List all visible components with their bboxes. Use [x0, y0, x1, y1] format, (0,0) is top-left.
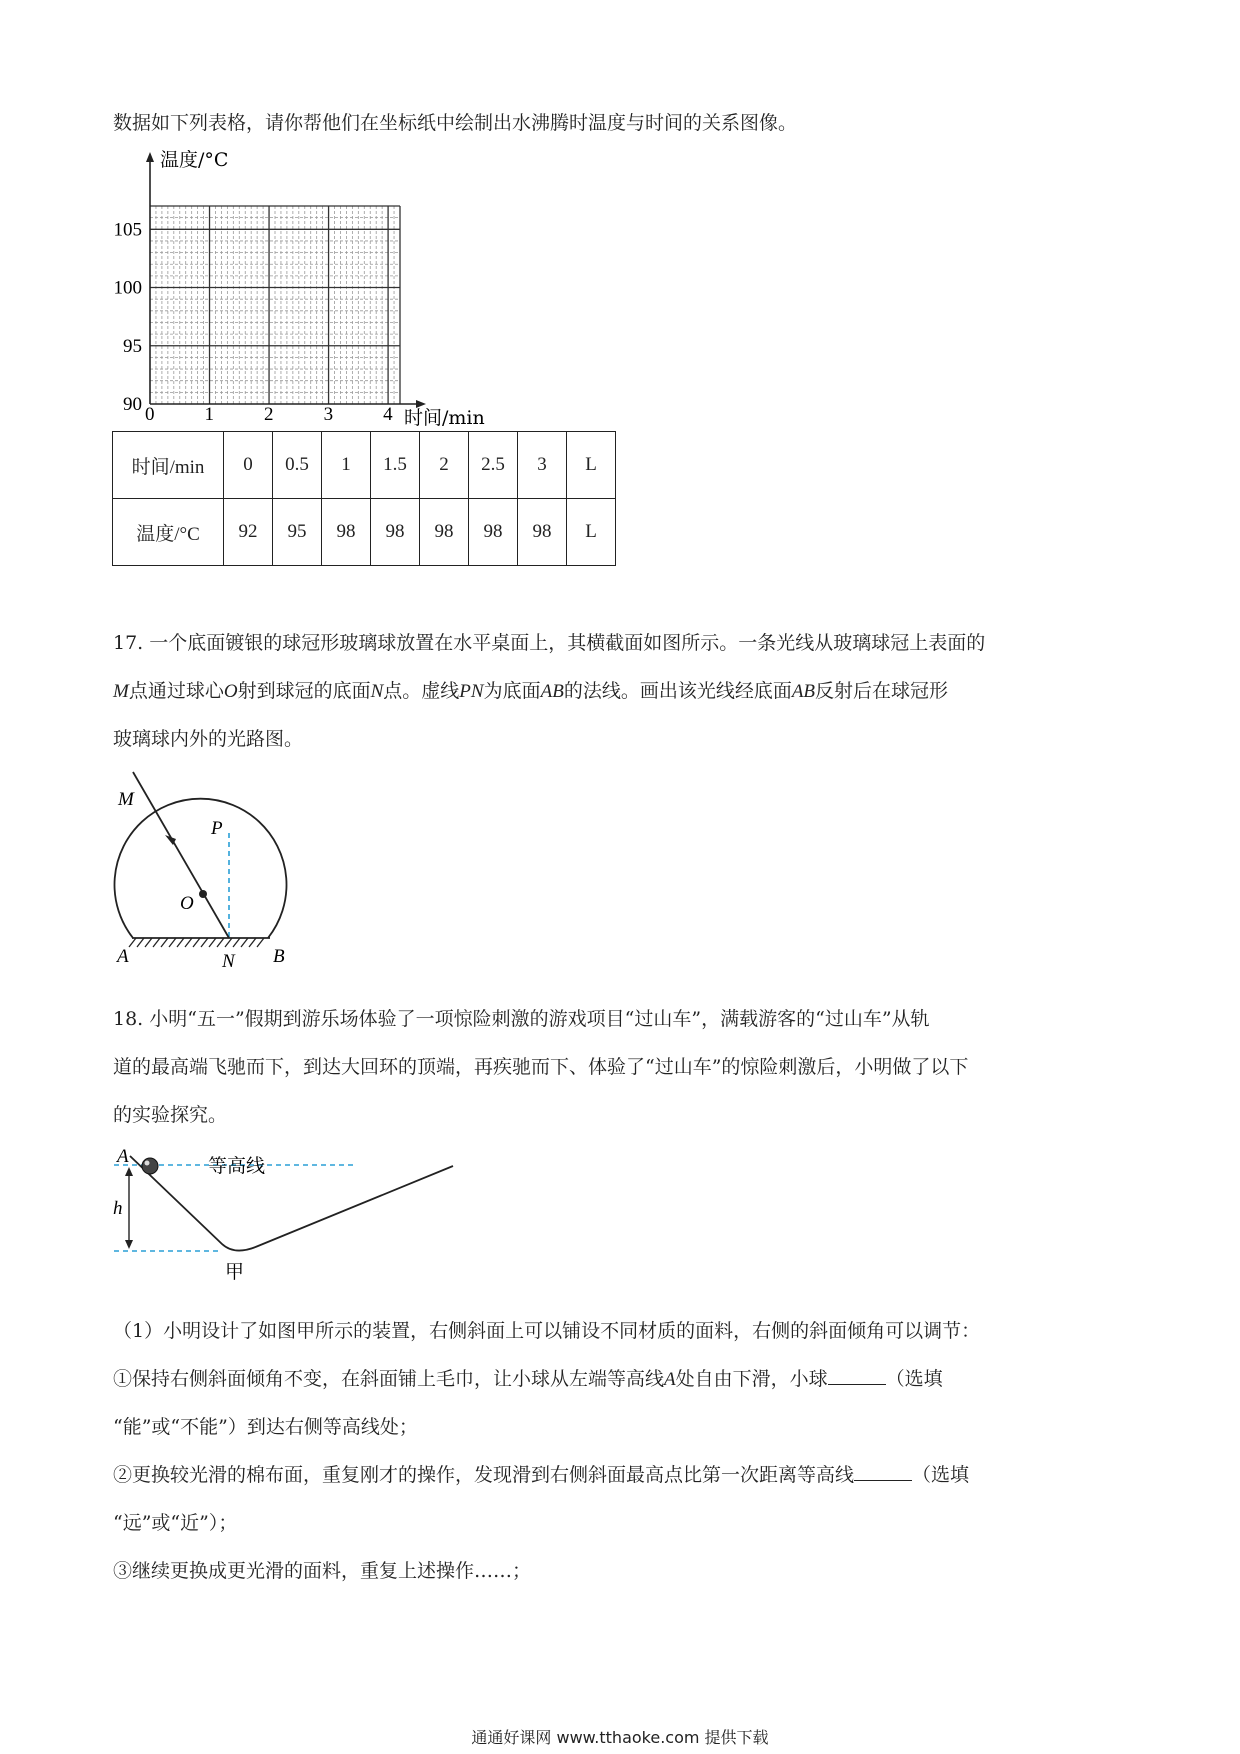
y-tick-label: 95: [123, 335, 142, 357]
table-cell: 98: [420, 499, 469, 566]
center-point-o: [199, 890, 207, 898]
q17-line-2: [113, 676, 948, 703]
var-m: M: [113, 681, 129, 702]
table-cell: 98: [371, 499, 420, 566]
table-cell: 98: [518, 499, 567, 566]
x-tick-label: 1: [204, 404, 215, 425]
answer-blank-2[interactable]: [854, 1462, 912, 1481]
q17-text: 为底面: [483, 680, 541, 702]
x-tick-label: 3: [323, 404, 334, 425]
intro-text: 数据如下列表格，请你帮他们在坐标纸中绘制出水沸腾时温度与时间的关系图像。: [113, 112, 798, 134]
spherical-cap-diagram: [110, 770, 310, 970]
track: [130, 1156, 453, 1251]
table-cell: 2.5: [469, 432, 518, 499]
cap-arc: [115, 799, 287, 938]
var-ab: AB: [540, 681, 564, 702]
q18-step-3: ③继续更换成更光滑的面料，重复上述操作……；: [113, 1560, 532, 1582]
q18-line-2: 道的最高端飞驰而下，到达大回环的顶端，再疾驰而下、体验了“过山车”的惊险刺激后，小明做了以下: [113, 1056, 969, 1078]
height-arrow-bottom: [125, 1240, 133, 1249]
table-cell: 95: [273, 499, 322, 566]
table-cell: 92: [224, 499, 273, 566]
table-header-temperature: 温度/°C: [113, 499, 224, 566]
y-tick-label: 100: [113, 277, 142, 299]
q18-step-2: [113, 1460, 969, 1487]
q18-step-1: [113, 1364, 943, 1391]
q17-line-1: 17. 一个底面镀银的球冠形玻璃球放置在水平桌面上，其横截面如图所示。一条光线从玻璃球冠上表面的: [113, 632, 986, 654]
table-cell: L: [567, 499, 616, 566]
step1-text: ①保持右侧斜面倾角不变，在斜面铺上毛巾，让小球从左端等高线: [113, 1368, 665, 1390]
table-cell: 98: [469, 499, 518, 566]
x-axis-label: 时间/min: [404, 407, 485, 429]
q18-line-3: 的实验探究。: [113, 1104, 228, 1126]
label-contour: 等高线: [208, 1155, 266, 1177]
var-a: A: [664, 1369, 676, 1390]
x-tick-label: 4: [383, 404, 393, 425]
y-axis-arrow: [146, 152, 154, 162]
label-n: N: [222, 951, 235, 970]
chart-axes: [146, 152, 426, 408]
ball: [142, 1158, 158, 1174]
q17-line-3: 玻璃球内外的光路图。: [113, 728, 304, 750]
figure-caption: 甲: [225, 1261, 245, 1283]
y-axis-label: 温度/°C: [160, 150, 229, 171]
var-n: N: [370, 681, 384, 702]
var-o: O: [223, 681, 238, 702]
var-ab: AB: [791, 681, 816, 702]
label-b: B: [273, 946, 285, 967]
label-m: M: [118, 789, 134, 810]
q17-text: 点。虚线: [383, 680, 460, 702]
ball-highlight: [145, 1161, 150, 1166]
q17-text: 射到球冠的底面: [237, 680, 371, 702]
x-tick-label: 0: [145, 404, 155, 425]
q18-step-1-line-2: “能”或“不能”）到达右侧等高线处；: [113, 1416, 418, 1438]
table-cell: 1: [322, 432, 371, 499]
q17-text: 的法线。画出该光线经底面: [563, 680, 792, 702]
step2-text: ②更换较光滑的棉布面，重复刚才的操作，发现滑到右侧斜面最高点比第一次距离等高线: [113, 1464, 855, 1486]
step2-text: （选填: [912, 1464, 970, 1486]
label-o: O: [180, 893, 194, 914]
temperature-time-chart: [100, 150, 520, 435]
x-tick-label: 2: [264, 404, 274, 425]
height-arrow-top: [125, 1167, 133, 1176]
table-cell: L: [567, 432, 616, 499]
step1-text: 处自由下滑，小球: [675, 1368, 828, 1390]
label-h: h: [113, 1198, 123, 1219]
step1-text: （选填: [885, 1368, 943, 1390]
q18-part-1: （1）小明设计了如图甲所示的装置，右侧斜面上可以铺设不同材质的面料，右侧的斜面倾角可以调节：: [113, 1320, 981, 1342]
table-header-time: 时间/min: [113, 432, 224, 499]
table-row-time: [113, 432, 616, 499]
table-cell: 1.5: [371, 432, 420, 499]
table-cell: 98: [322, 499, 371, 566]
label-a: A: [117, 946, 129, 967]
silver-hatching: [129, 938, 264, 947]
y-tick-label: 90: [123, 394, 142, 415]
graph-paper-grid: [150, 206, 400, 404]
label-p: P: [211, 818, 223, 839]
q18-line-1: 18. 小明“五一”假期到游乐场体验了一项惊险刺激的游戏项目“过山车”，满载游客的“过山车”从轨: [113, 1008, 930, 1030]
table-cell: 2: [420, 432, 469, 499]
q17-text: 点通过球心: [128, 680, 224, 702]
y-tick-label: 105: [113, 219, 142, 241]
roller-coaster-diagram: [110, 1148, 470, 1288]
table-cell: 0: [224, 432, 273, 499]
footer-text: 通通好课网 www.tthaoke.com 提供下载: [471, 1728, 769, 1747]
table-cell: 0.5: [273, 432, 322, 499]
label-a: A: [117, 1148, 129, 1167]
table-cell: 3: [518, 432, 567, 499]
var-pn: PN: [459, 681, 484, 702]
data-table: [112, 431, 616, 566]
table-row-temperature: [113, 499, 616, 566]
q17-text: 反射后在球冠形: [815, 680, 949, 702]
answer-blank-1[interactable]: [828, 1366, 886, 1385]
q18-step-2-line-2: “远”或“近”）；: [113, 1512, 238, 1534]
